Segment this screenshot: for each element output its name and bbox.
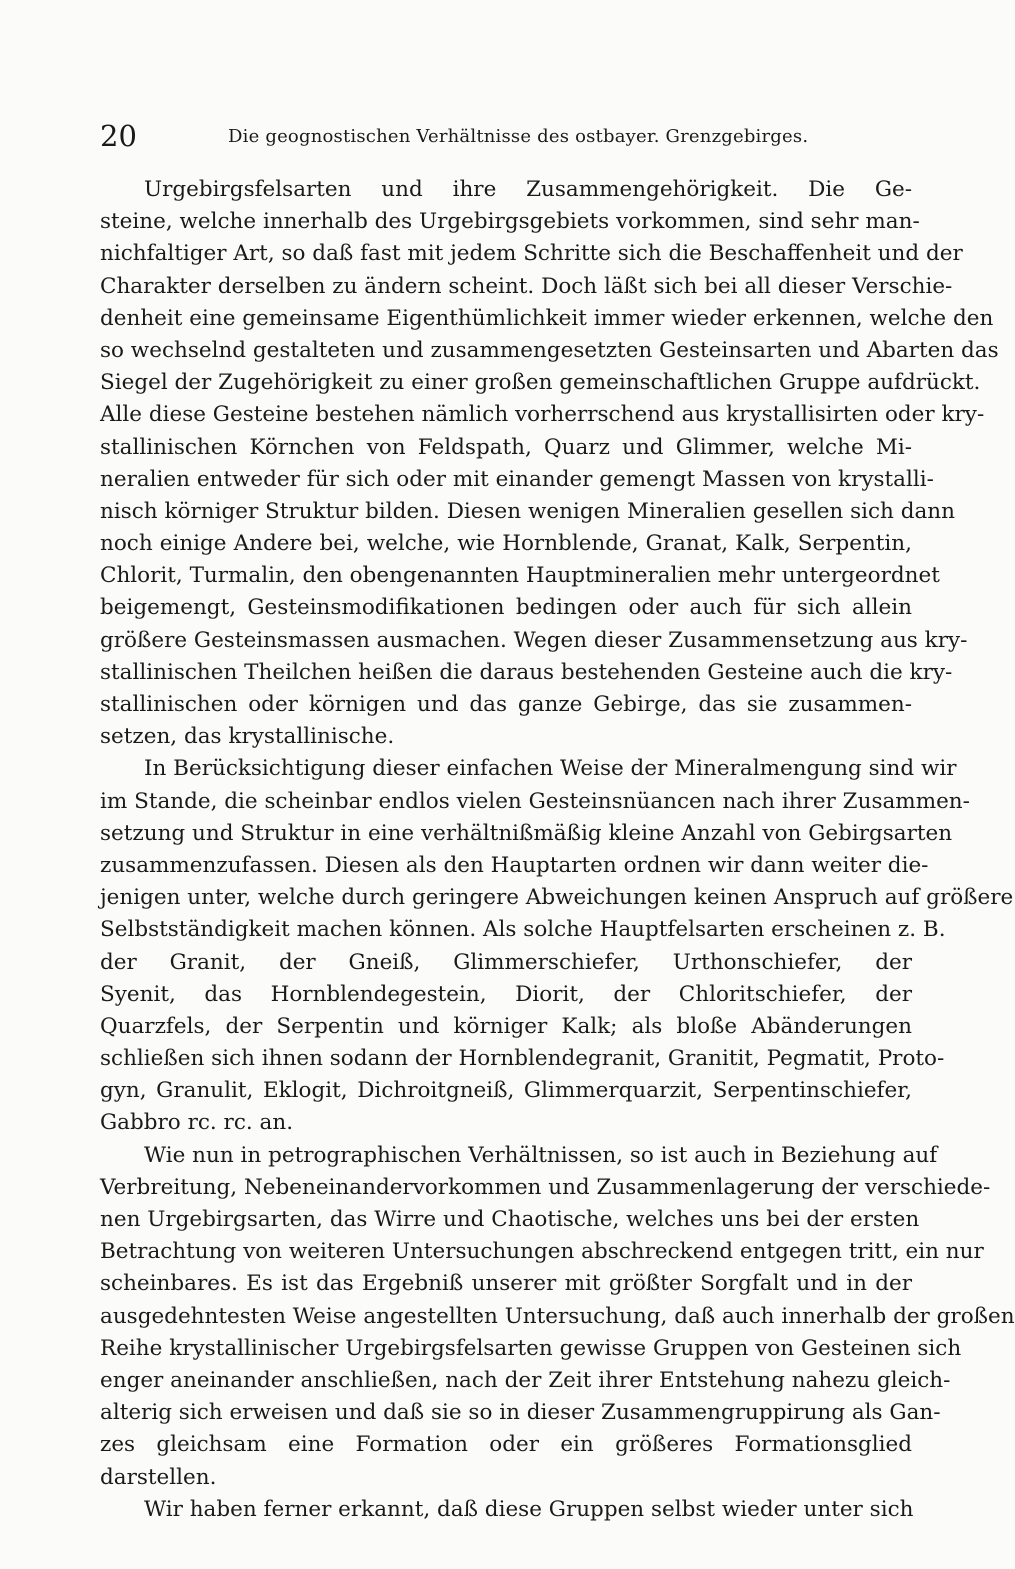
body-text (100, 174, 1015, 1526)
text-line: In Berücksichtigung dieser einfachen Weise der Mineralmengung sind wir (144, 756, 957, 782)
text-line: Charakter derselben zu ändern scheint. Doch läßt sich bei all dieser Verschie- (100, 273, 953, 299)
text-line: stallinischen Körnchen von Feldspath, Quarz und Glimmer, welche Mi- (100, 434, 912, 460)
text-line: so wechselnd gestalteten und zusammengesetzten Gesteinsarten und Abarten das (100, 337, 999, 363)
page-number: 20 (100, 119, 137, 153)
text-line: der Granit, der Gneiß, Glimmerschiefer, Urthonschiefer, der (100, 949, 912, 975)
text-line: nichfaltiger Art, so daß fast mit jedem Schritte sich die Beschaffenheit und der (100, 241, 963, 267)
text-line: Verbreitung, Nebeneinandervorkommen und Zusammenlagerung der verschiede- (100, 1174, 991, 1200)
text-line: Wir haben ferner erkannt, daß diese Gruppen selbst wieder unter sich (144, 1496, 914, 1522)
text-line: noch einige Andere bei, welche, wie Hornblende, Granat, Kalk, Serpentin, (100, 531, 912, 557)
text-line: jenigen unter, welche durch geringere Abweichungen keinen Anspruch auf größere (100, 885, 1014, 911)
paragraph (100, 1140, 1015, 1494)
text-line: Gabbro rc. rc. an. (100, 1110, 294, 1136)
text-line: Syenit, das Hornblendegestein, Diorit, der Chloritschiefer, der (100, 981, 912, 1007)
text-line: Wie nun in petrographischen Verhältnissen, so ist auch in Beziehung auf (144, 1142, 938, 1168)
paragraph (100, 174, 999, 753)
text-line: stallinischen Theilchen heißen die daraus bestehenden Gesteine auch die kry- (100, 659, 953, 685)
text-line: denheit eine gemeinsame Eigenthümlichkeit immer wieder erkennen, welche den (100, 305, 994, 331)
text-line: Betrachtung von weiteren Untersuchungen abschreckend entgegen tritt, ein nur (100, 1239, 984, 1265)
text-line: größere Gesteinsmassen ausmachen. Wegen dieser Zusammensetzung aus kry- (100, 627, 968, 653)
text-line: schließen sich ihnen sodann der Hornblendegranit, Granitit, Pegmatit, Proto- (100, 1046, 945, 1072)
running-title: Die geognostischen Verhältnisse des ostbayer. Grenzgebirges. (228, 126, 809, 147)
text-line: scheinbares. Es ist das Ergebniß unserer mit größter Sorgfalt und in der (100, 1271, 912, 1297)
text-line: setzung und Struktur in eine verhältnißmäßig kleine Anzahl von Gebirgsarten (100, 820, 953, 846)
paragraph (100, 1494, 912, 1526)
text-line: stallinischen oder körnigen und das ganze Gebirge, das sie zusammen- (100, 692, 912, 717)
text-line: setzen, das krystallinische. (100, 724, 395, 750)
text-line: Alle diese Gesteine bestehen nämlich vorherrschend aus krystallisirten oder kry- (100, 402, 985, 428)
text-line: Siegel der Zugehörigkeit zu einer großen gemeinschaftlichen Gruppe aufdrückt. (100, 370, 981, 396)
text-line: enger aneinander anschließen, nach der Zeit ihrer Entstehung nahezu gleich- (100, 1367, 951, 1393)
text-line: im Stande, die scheinbar endlos vielen Gesteinsnüancen nach ihrer Zusammen- (100, 788, 970, 814)
text-line: Chlorit, Turmalin, den obengenannten Hauptmineralien mehr untergeordnet (100, 563, 940, 589)
text-line: Quarzfels, der Serpentin und körniger Kalk; als bloße Abänderungen (100, 1013, 912, 1039)
text-line: nisch körniger Struktur bilden. Diesen wenigen Mineralien gesellen sich dann (100, 498, 956, 524)
text-line: zes gleichsam eine Formation oder ein größeres Formationsglied (100, 1432, 912, 1458)
text-line: beigemengt, Gesteinsmodifikationen bedingen oder auch für sich allein (100, 595, 912, 621)
text-line: ausgedehntesten Weise angestellten Untersuchung, daß auch innerhalb der großen (100, 1303, 1015, 1329)
text-line: darstellen. (100, 1464, 217, 1490)
page-header (100, 118, 900, 158)
text-line: alterig sich erweisen und daß sie so in dieser Zusammengruppirung als Gan- (100, 1400, 941, 1426)
paragraph (100, 753, 1014, 1139)
text-line: neralien entweder für sich oder mit einander gemengt Massen von krystalli- (100, 466, 934, 492)
text-line: zusammenzufassen. Diesen als den Hauptarten ordnen wir dann weiter die- (100, 852, 929, 878)
text-line: gyn, Granulit, Eklogit, Dichroitgneiß, Glimmerquarzit, Serpentinschiefer, (100, 1078, 912, 1104)
text-line: Reihe krystallinischer Urgebirgsfelsarten gewisse Gruppen von Gesteinen sich (100, 1335, 962, 1361)
text-line: Urgebirgsfelsarten und ihre Zusammengehörigkeit. Die Ge- (144, 177, 912, 202)
text-line: steine, welche innerhalb des Urgebirgsgebiets vorkommen, sind sehr man- (100, 209, 920, 235)
text-line: nen Urgebirgsarten, das Wirre und Chaotische, welches uns bei der ersten (100, 1207, 920, 1232)
text-line: Selbstständigkeit machen können. Als solche Hauptfelsarten erscheinen z. B. (100, 917, 946, 943)
